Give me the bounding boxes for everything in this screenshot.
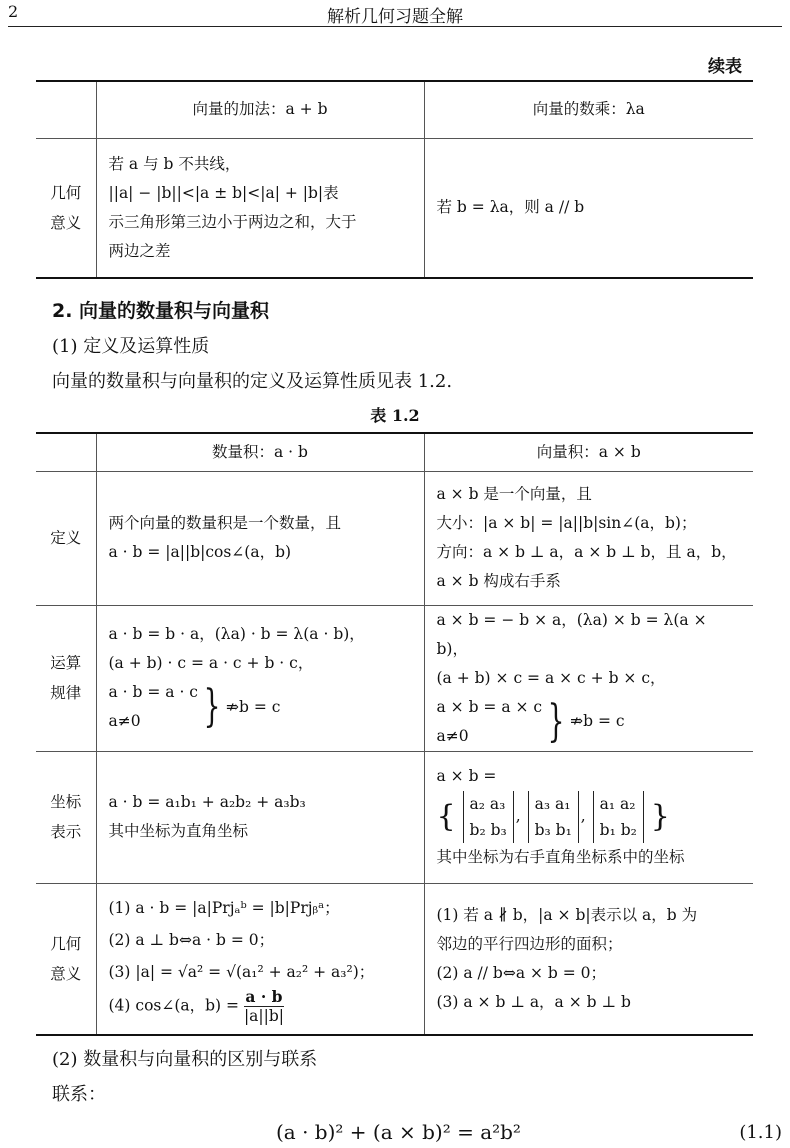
matrix-2: a₃ a₁ b₃ b₁ (528, 791, 579, 843)
definition-dot: 两个向量的数量积是一个数量，且 a · b = |a||b|cos∠(a，b) (96, 471, 424, 605)
laws-cross: a × b = − b × a，(λa) × b = λ(a × b)， (a + b) × c = a × c + b × c， a × b = a × c a≠0 } ⇏b = c (424, 605, 753, 751)
coordinates-dot: a · b = a₁b₁ + a₂b₂ + a₃b₃ 其中坐标为直角坐标 (96, 751, 424, 883)
table-caption: 表 1.2 (370, 406, 420, 425)
header-rule (8, 26, 782, 27)
relation-label: 联系： (52, 1084, 106, 1105)
row-label-definition: 定义 (36, 471, 96, 605)
book-title: 解析几何习题全解 (327, 7, 463, 27)
continued-table (36, 80, 753, 279)
section-title: 2. 向量的数量积与向量积 (52, 300, 270, 322)
continued-label: 续表 (708, 57, 742, 77)
matrix-1: a₂ a₃ b₂ b₃ (463, 791, 514, 843)
row-label-geometry: 几何意义 (36, 138, 96, 278)
matrix-3: a₁ a₂ b₁ b₂ (593, 791, 644, 843)
equation: (a · b)² + (a × b)² = a²b² (276, 1120, 521, 1144)
definition-cross: a × b 是一个向量，且 大小：|a × b| = |a||b|sin∠(a，b)； 方向：a × b ⊥ a，a × b ⊥ b，且 a，b， a × b 构成右手系 (424, 471, 753, 605)
row-label-laws: 运算规律 (36, 605, 96, 751)
geometry-scalar: 若 b = λa，则 a // b (424, 138, 753, 278)
laws-dot: a · b = b · a，(λa) · b = λ(a · b)， (a + b) · c = a · c + b · c， a · b = a · c a≠0 } ⇏b = c (96, 605, 424, 751)
header-dot: 数量积：a · b (96, 433, 424, 471)
geometry-dot: (1) a · b = |a|Prjₐᵇ = |b|Prjᵦᵃ； (2) a ⊥ b⇔a · b = 0； (3) |a| = √a² = √(a₁² + a₂² + a₃²)； (4) cos∠(a，b) = $\frac{a \cdot b}{|a||b|}$ (96, 883, 424, 1035)
subsection-2: (2) 数量积与向量积的区别与联系 (52, 1049, 318, 1070)
row-label-coordinates: 坐标表示 (36, 751, 96, 883)
intro-paragraph: 向量的数量积与向量积的定义及运算性质见表 1.2. (52, 371, 453, 392)
header-addition: 向量的加法：a + b (96, 81, 424, 138)
equation-number: (1.1) (739, 1122, 782, 1143)
header-scalar: 向量的数乘：λa (424, 81, 753, 138)
page-number: 2 (8, 2, 19, 21)
fraction: $\frac{a \cdot b}{|a||b|}$ (243, 987, 284, 1026)
coordinates-cross: a × b = { a₂ a₃ b₂ b₃ , a₃ a₁ b₃ b₁ , a₁ a₂ b₁ b₂ } 其中坐标为右手直角坐标系中的坐标 (424, 751, 753, 883)
geometry-cross: (1) 若 a ∦ b，|a × b|表示以 a，b 为 邻边的平行四边形的面积； (2) a // b⇔a × b = 0； (3) a × b ⊥ a，a × b ⊥ b (424, 883, 753, 1035)
table-1-2 (36, 432, 753, 1036)
subsection-1: (1) 定义及运算性质 (52, 336, 210, 357)
geometry-addition: 若 a 与 b 不共线， ||a| − |b||<|a ± b|<|a| + |b|表 示三角形第三边小于两边之和，大于 两边之差 (96, 138, 424, 278)
header-cross: 向量积：a × b (424, 433, 753, 471)
row-label-geometry-2: 几何意义 (36, 883, 96, 1035)
